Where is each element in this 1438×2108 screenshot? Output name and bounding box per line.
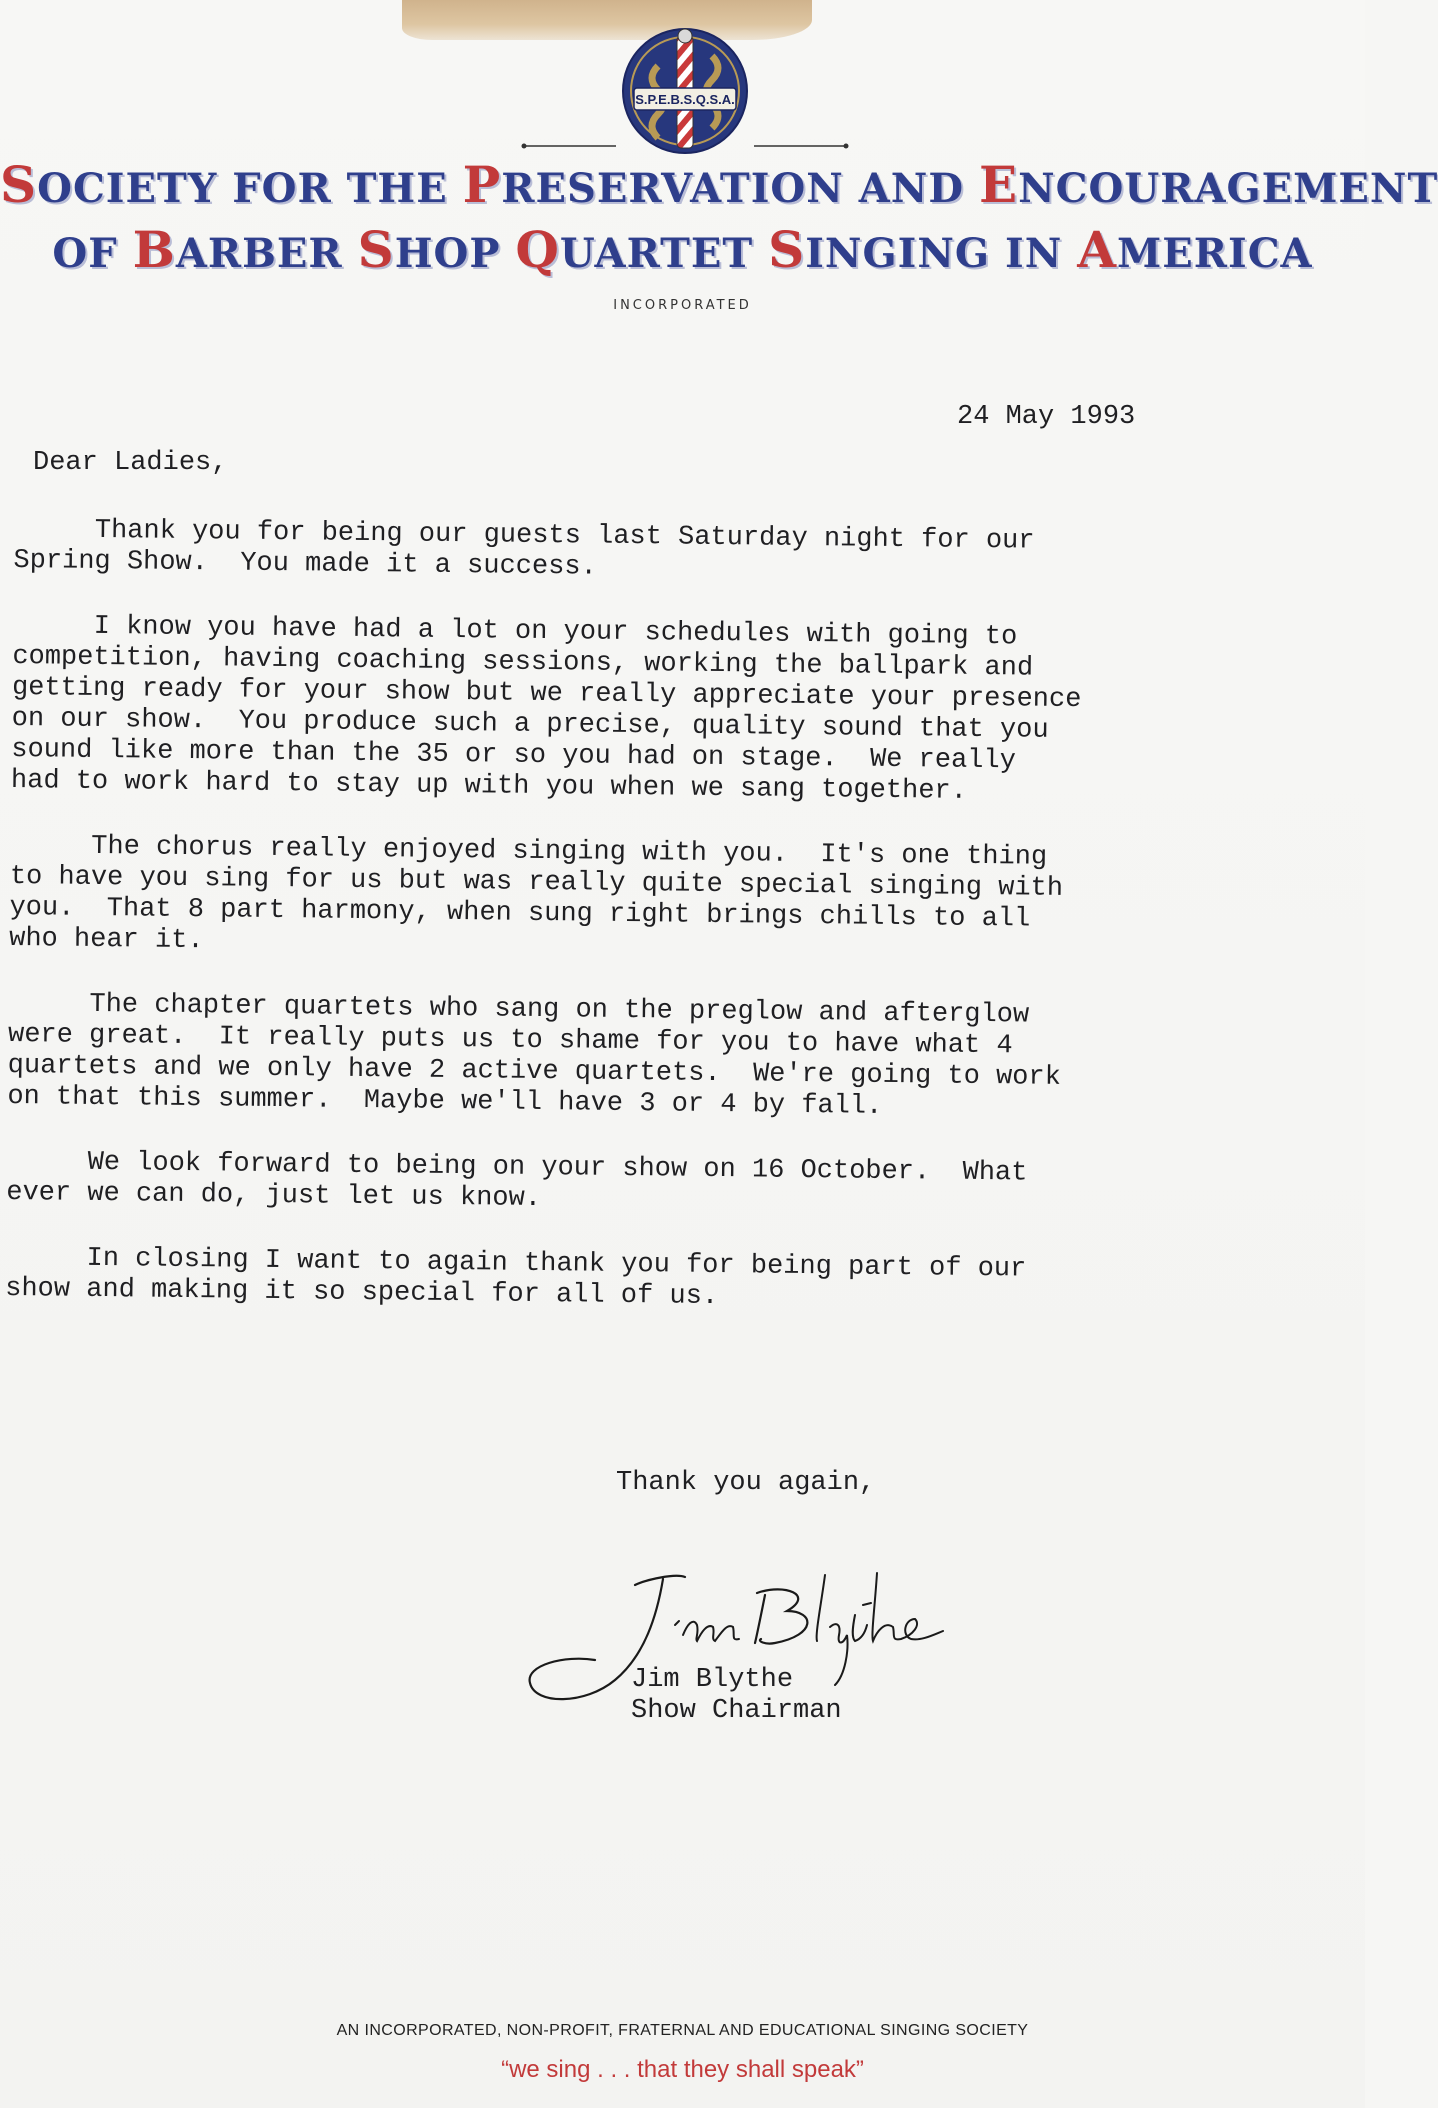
- body-paragraph: In closing I want to again thank you for being part of our show and making it so special for all of us.: [5, 1242, 1027, 1313]
- tape-residue: [402, 0, 812, 40]
- letter-body: [5, 515, 1344, 1354]
- incorporated-label: INCORPORATED: [613, 298, 752, 313]
- signer-name: Jim Blythe: [631, 1665, 794, 1695]
- letterhead-initial: S: [0, 155, 38, 214]
- letterhead-text: INGING IN: [805, 230, 1078, 277]
- signature-text: Jim Blythe: [525, 1555, 532, 1556]
- letterhead-initial: P: [462, 155, 502, 214]
- flourish-left: [520, 140, 620, 152]
- letterhead-line-2: [0, 220, 1365, 279]
- body-paragraph: We look forward to being on your show on 16 October. What ever we can do, just let us know.: [6, 1146, 1028, 1215]
- letterhead-text: MERICA: [1116, 230, 1313, 277]
- body-paragraph: Thank you for being our guests last Saturday night for our Spring Show. You made it a success.: [13, 515, 1035, 583]
- body-paragraph: The chapter quartets who sang on the preglow and afterglow were great. It really puts us to shame for you to have what 4 quartets and we only have 2 active quartets. We're going to work on that this summer. Maybe we'll have 3 or 4 by fall.: [7, 988, 1062, 1122]
- signer-title: Show Chairman: [631, 1696, 842, 1726]
- letterhead-initial: A: [1077, 220, 1117, 279]
- footer-description: AN INCORPORATED, NON-PROFIT, FRATERNAL AND EDUCATIONAL SINGING SOCIETY: [336, 2022, 1029, 2039]
- letter-date: 24 May 1993: [957, 402, 1136, 432]
- flourish-right: [750, 140, 850, 152]
- letterhead-text: ARBER: [175, 230, 358, 277]
- letterhead-text: OF: [52, 230, 133, 277]
- letterhead-text: OCIETY FOR THE: [37, 165, 463, 212]
- letterhead-text: NCOURAGEMENT: [1018, 165, 1438, 212]
- letterhead-initial: Q: [515, 220, 560, 279]
- signer-block: [631, 1665, 842, 1727]
- seal-text: S.P.E.B.S.Q.S.A.: [635, 92, 735, 107]
- letterhead-initial: S: [357, 220, 395, 279]
- closing: Thank you again,: [616, 1468, 876, 1498]
- letterhead-text: RESERVATION AND: [501, 165, 979, 212]
- letterhead-initial: B: [132, 220, 176, 279]
- letterhead-text: UARTET: [559, 230, 769, 277]
- letterhead-initial: E: [978, 155, 1019, 214]
- letterhead-initial: S: [768, 220, 806, 279]
- salutation: Dear Ladies,: [33, 448, 228, 478]
- body-paragraph: I know you have had a lot on your schedules with going to competition, having coaching sessions, working the ballpark and getting ready for your show but we really appreciate your presence on our show. You produce such a precise, quality sound that you sound like more than the 35 or so you had on stage. We really had to work hard to stay up with you when we sang together.: [10, 610, 1082, 807]
- society-seal-icon: [620, 26, 750, 156]
- letterhead-line-1: [0, 155, 1438, 214]
- footer-motto: “we sing . . . that they shall speak”: [501, 2056, 864, 2083]
- letterhead-text: HOP: [394, 230, 516, 277]
- body-paragraph: The chorus really enjoyed singing with you. It's one thing to have you sing for us but was really quite special singing with you. That 8 part harmony, when sung right brings chills to all who hear it.: [9, 830, 1064, 957]
